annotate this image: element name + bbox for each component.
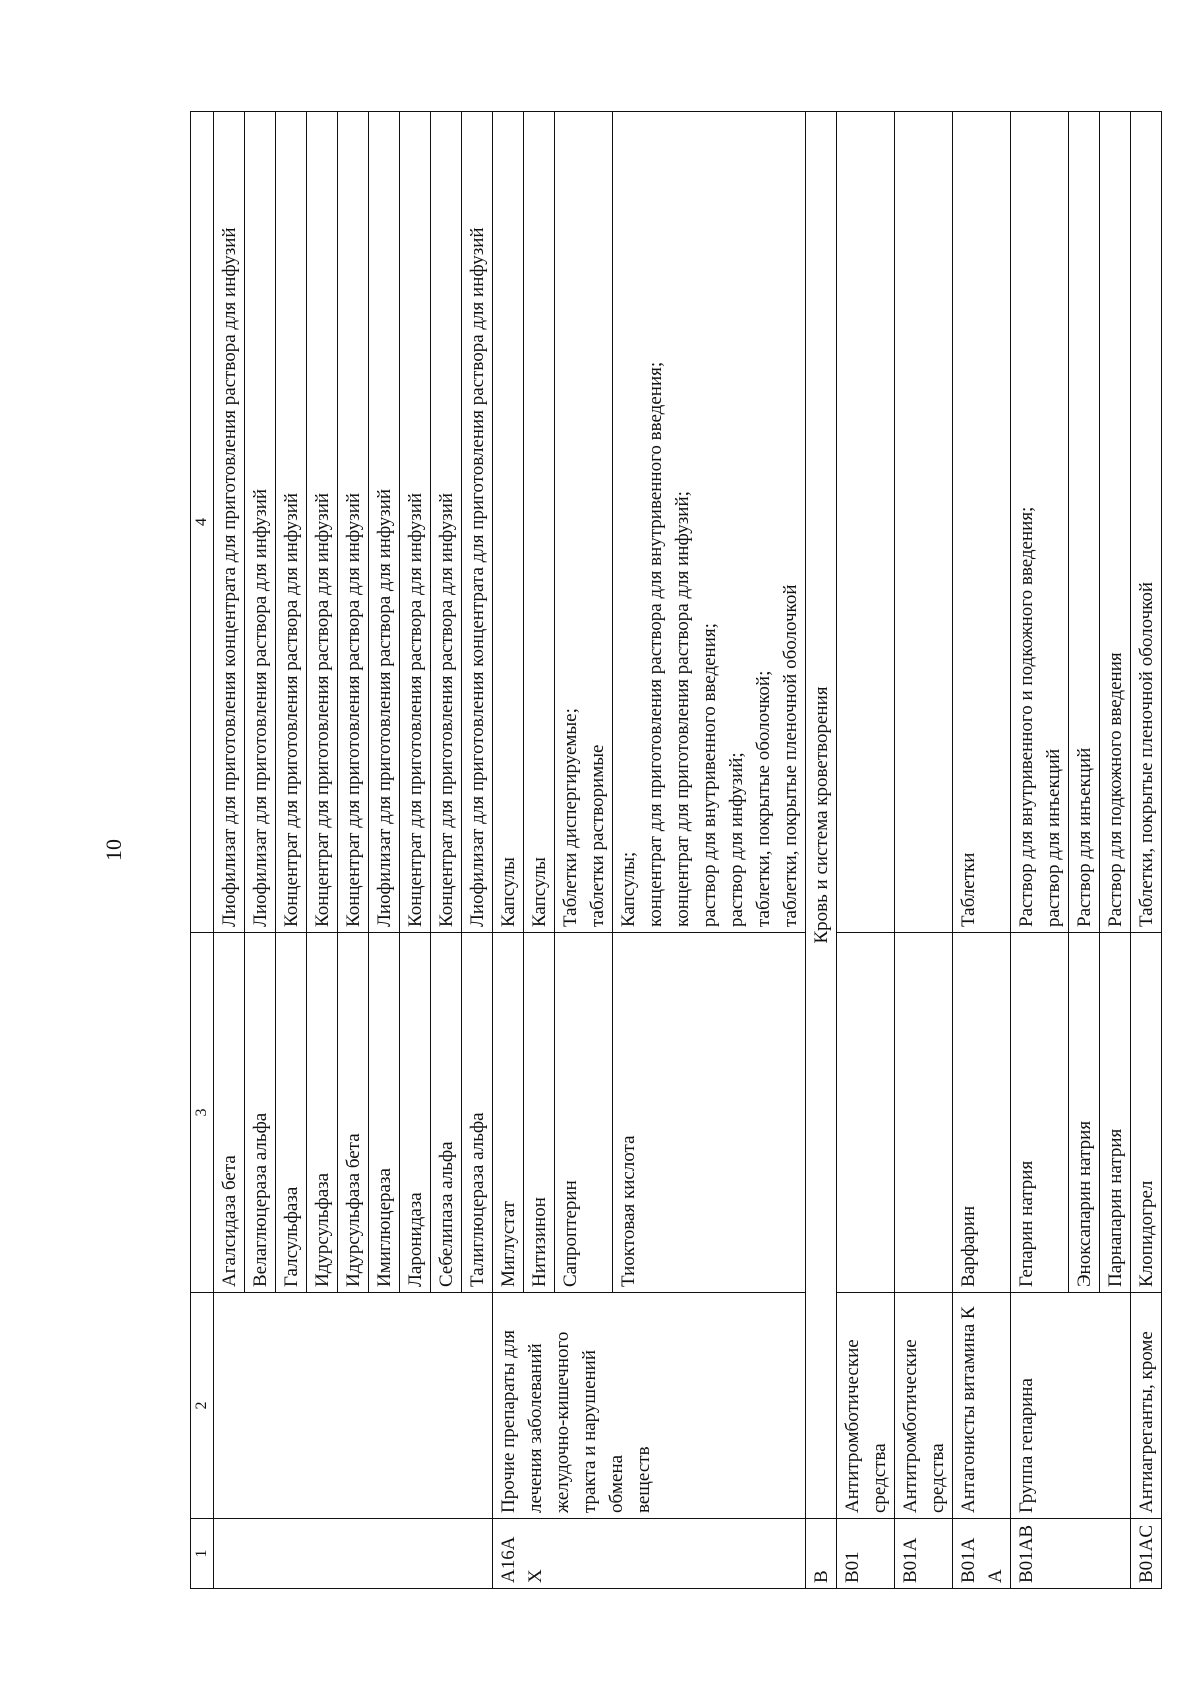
drug-name: Тиоктовая кислота	[613, 933, 806, 1293]
group-name-line: Антагонисты витамина К	[958, 1306, 979, 1513]
dosage-form-line: Таблетки	[958, 852, 979, 927]
group-name-line: средства	[927, 1443, 948, 1513]
group-name-line: Антитромботические	[842, 1339, 863, 1513]
drug-table-body	[191, 112, 1162, 1589]
dosage-forms	[369, 112, 400, 933]
dosage-forms	[1100, 112, 1131, 933]
drug-name: Парнапарин натрия	[1100, 933, 1131, 1293]
group-name	[1131, 1293, 1162, 1519]
group-name	[895, 1293, 953, 1519]
dosage-form-line: Концентрат для приготовления раствора для инфузий	[281, 492, 302, 927]
dosage-forms	[524, 112, 555, 933]
dosage-forms	[493, 112, 524, 933]
dosage-form-line: таблетки растворимые	[587, 744, 608, 927]
table-row	[895, 112, 953, 1589]
dosage-forms	[953, 112, 1011, 933]
table-row	[493, 112, 524, 1589]
dosage-form-line: Капсулы;	[618, 851, 639, 927]
atc-code: B01A	[895, 1519, 953, 1589]
column-number-row	[191, 112, 214, 1589]
group-name-line: средства	[869, 1443, 890, 1513]
drug-name: Агалсидаза бета	[214, 933, 245, 1293]
page-number: 10	[101, 839, 126, 861]
dosage-form-line: Раствор для внутривенного и подкожного введения;	[1016, 506, 1037, 927]
group-name-line: тракта и нарушений обмена	[579, 1349, 627, 1513]
drug-name: Галсульфаза	[276, 933, 307, 1293]
table-row	[837, 112, 895, 1589]
column-number: 1	[191, 1519, 214, 1589]
group-name	[953, 1293, 1011, 1519]
atc-code	[214, 1519, 493, 1589]
dosage-forms	[338, 112, 369, 933]
dosage-forms	[400, 112, 431, 933]
section-row	[806, 112, 837, 1589]
dosage-forms	[895, 112, 953, 933]
column-number: 4	[191, 112, 214, 933]
dosage-form-line: раствор для инъекций	[1043, 748, 1064, 927]
drug-name: Эноксапарин натрия	[1069, 933, 1100, 1293]
group-name	[837, 1293, 895, 1519]
atc-code: B01AB	[1011, 1519, 1131, 1589]
drug-name: Сапроптерин	[555, 933, 613, 1293]
dosage-form-line: Концентрат для приготовления раствора для инфузий	[312, 492, 333, 927]
dosage-form-line: Концентрат для приготовления раствора для инфузий	[343, 492, 364, 927]
drug-name: Идурсульфаза	[307, 933, 338, 1293]
group-name-line: веществ	[633, 1446, 654, 1513]
drug-name: Ларонидаза	[400, 933, 431, 1293]
table-row	[214, 112, 245, 1589]
dosage-forms	[1011, 112, 1069, 933]
dosage-forms	[613, 112, 806, 933]
column-number: 3	[191, 933, 214, 1293]
group-name	[493, 1293, 806, 1519]
dosage-form-line: Раствор для подкожного введения	[1105, 652, 1126, 927]
dosage-form-line: Раствор для инъекций	[1074, 747, 1095, 927]
drug-name: Нитизинон	[524, 933, 555, 1293]
drug-name: Гепарин натрия	[1011, 933, 1069, 1293]
atc-code: B	[806, 1519, 837, 1589]
drug-name: Миглустат	[493, 933, 524, 1293]
group-name-line: Антиагреганты, кроме	[1136, 1331, 1157, 1513]
drug-name: Варфарин	[953, 933, 1011, 1293]
table-row	[953, 112, 1011, 1589]
dosage-form-line: Концентрат для приготовления раствора для инфузий	[436, 492, 457, 927]
dosage-form-line: Лиофилизат для приготовления концентрата для приготовления раствора для инфузий	[219, 227, 240, 927]
dosage-form-line: концентрат для приготовления раствора для внутривенного введения;	[645, 361, 666, 927]
dosage-form-line: таблетки, покрытые оболочкой;	[753, 670, 774, 927]
drug-name: Имиглюцераза	[369, 933, 400, 1293]
dosage-forms	[431, 112, 462, 933]
dosage-form-line: концентрат для приготовления раствора для инфузий;	[672, 491, 693, 927]
drug-name: Себелипаза альфа	[431, 933, 462, 1293]
table-row	[1131, 112, 1162, 1589]
dosage-form-line: таблетки, покрытые пленочной оболочкой	[780, 584, 801, 927]
group-name-line: лечения заболеваний	[525, 1343, 546, 1513]
drug-name: Велаглюцераза альфа	[245, 933, 276, 1293]
drug-table	[190, 111, 1162, 1589]
table-row	[1011, 112, 1069, 1589]
dosage-forms	[307, 112, 338, 933]
atc-code: B01AC	[1131, 1519, 1162, 1589]
dosage-form-line: Капсулы	[529, 857, 550, 927]
section-title: Кровь и система кроветворения	[806, 112, 837, 1519]
dosage-form-line: Капсулы	[498, 857, 519, 927]
group-name-line: Антитромботические	[900, 1339, 921, 1513]
dosage-form-line: Концентрат для приготовления раствора для инфузий	[405, 492, 426, 927]
dosage-form-line: Таблетки, покрытые пленочной оболочкой	[1136, 581, 1157, 927]
atc-code: B01	[837, 1519, 895, 1589]
group-name-line: желудочно-кишечного	[552, 1331, 573, 1513]
dosage-forms	[245, 112, 276, 933]
atc-code: B01AA	[953, 1519, 1011, 1589]
drug-name	[837, 933, 895, 1293]
dosage-form-line: раствор для инфузий;	[726, 752, 747, 927]
dosage-form-line: Таблетки диспергируемые;	[560, 708, 581, 927]
rotated-page-content	[190, 112, 1157, 1589]
drug-name: Клопидогрел	[1131, 933, 1162, 1293]
dosage-forms	[1131, 112, 1162, 933]
group-name-line: Группа гепарина	[1016, 1378, 1037, 1513]
atc-code: A16AX	[493, 1519, 806, 1589]
dosage-forms	[214, 112, 245, 933]
dosage-form-line: Лиофилизат для приготовления раствора для инфузий	[250, 488, 271, 927]
dosage-form-line: Лиофилизат для приготовления раствора для инфузий	[374, 488, 395, 927]
column-number: 2	[191, 1293, 214, 1519]
dosage-forms	[555, 112, 613, 933]
dosage-forms	[462, 112, 493, 933]
dosage-forms	[1069, 112, 1100, 933]
dosage-forms	[837, 112, 895, 933]
dosage-form-line: Лиофилизат для приготовления концентрата для приготовления раствора для инфузий	[467, 227, 488, 927]
dosage-form-line: раствор для внутривенного введения;	[699, 623, 720, 927]
drug-name: Талиглюцераза альфа	[462, 933, 493, 1293]
group-name	[214, 1293, 493, 1519]
drug-name	[895, 933, 953, 1293]
group-name	[1011, 1293, 1131, 1519]
group-name-line: Прочие препараты для	[498, 1330, 519, 1513]
drug-name: Идурсульфаза бета	[338, 933, 369, 1293]
dosage-forms	[276, 112, 307, 933]
